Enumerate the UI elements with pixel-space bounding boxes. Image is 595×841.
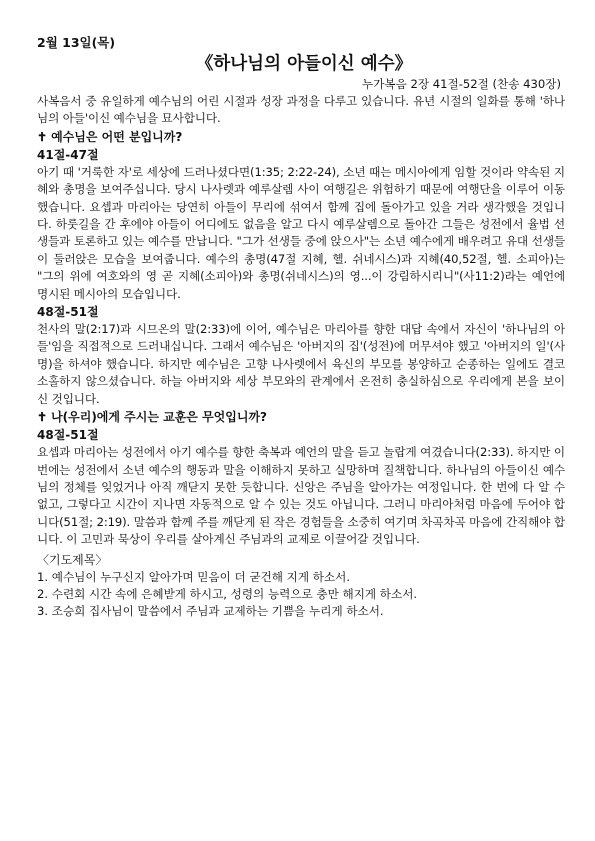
section-heading-1: 41절-47절 [37, 147, 99, 162]
prayer-heading: 〈기도제목〉 [37, 552, 108, 567]
question-text-1: 예수님은 어떤 분입니까? [51, 129, 183, 144]
section-body-1: 아기 때 '거룩한 자'로 세상에 드러나셨다면(1:35; 2:22-24), 소년 때는 메시아에게 임할 것이라 약속된 지혜와 총명을 보여주십니다. 당시 나사렛과 예루살렘 사이 여행길은 위험하기 때문에 여행단을 이루어 이동했습니다. 요셉과 마리아는 당연히 아들이 무리에 섞여서 함께 집에 돌아가고 있을 거라 생각했을 것입니다. 하룻길을 간 후에야 아들이 어디에도 없음을 알고 다시 예루살렘으로 돌아간 그들은 성전에서 율법 선생들과 토론하고 있는 예수를 만납니다. "그가 선생들 중에 앉으사"는 소년 예수에게 배우려고 유대 선생들이 둘러앉은 모습을 보여줍니다. 예수의 총명(47절 지혜, 헬. 쉬네시스)과 지혜(40,52절, 헬. 소피아)는 "그의 위에 여호와의 영 곧 지혜(소피아)와 총명(쉬네시스)의 영...이 강림하시리니"(사11:2)라는 예언에 명시된 메시아의 모습입니다. [37, 164, 565, 301]
prayer-item: 3. 조승희 집사님이 말씀에서 주님과 교제하는 기쁨을 누리게 하소서. [37, 604, 384, 619]
section-heading-3: 48절-51절 [37, 428, 99, 443]
cross-icon: ✝ [37, 410, 48, 425]
prayer-item: 2. 수련회 시간 속에 은혜받게 하시고, 성령의 능력으로 충만 해지게 하소서. [37, 586, 418, 601]
page-title: 《하나님의 아들이신 예수》 [195, 54, 413, 74]
section-body-2: 천사의 말(2:17)과 시므온의 말(2:33)에 이어, 예수님은 마리아를 향한 대답 속에서 자신이 '하나님의 아들'임을 직접적으로 드러내십니다. 그래서 예수님은 '아버지의 집'(성전)에 머무셔야 했고 '아버지의 일'(사명)을 하셔야 했습니다. 하지만 예수님은 고향 나사렛에서 육신의 부모를 봉양하고 순종하는 일에도 결코 소홀하지 않으셨습니다. 하늘 아버지와 세상 부모와의 관계에서 온전히 충실하심으로 우리에게 본을 보이신 것입니다. [37, 322, 565, 406]
date-label: 2월 13일(목) [37, 35, 116, 50]
question-heading-1 [37, 128, 565, 146]
question-text-2: 나(우리)에게 주시는 교훈은 무엇입니까? [51, 410, 267, 425]
intro-paragraph: 사복음서 중 유일하게 예수님의 어린 시절과 성장 과정을 다루고 있습니다. 유년 시절의 일화를 통해 '하나님의 아들'이신 예수님을 묘사합니다. [37, 94, 565, 126]
question-heading-2 [37, 408, 565, 426]
section-body-3: 요셉과 마리아는 성전에서 아기 예수를 향한 축복과 예언의 말을 듣고 놀랍게 여겼습니다(2:33). 하지만 이번에는 성전에서 소년 예수의 행동과 말을 이해하지 못하고 실망하며 질책합니다. 하나님의 아들이신 예수님의 정체를 잊었거나 아직 깨닫지 못한 듯합니다. 신앙은 주님을 알아가는 여정입니다. 한 번에 다 알 수 없고, 그렇다고 시간이 지나면 자동적으로 알 수 있는 것도 아닙니다. 그러니 마리아처럼 마음에 두어야 합니다(51절; 2:19). 말씀과 함께 주를 깨닫게 된 작은 경험들을 소중히 여기며 차곡차곡 마음에 간직해야 합니다. 이 고민과 묵상이 우리를 살아계신 주님과의 교제로 이끌어갈 것입니다. [37, 445, 565, 547]
scripture-reference: 누가복음 2장 41절-52절 (찬송 430장) [362, 77, 561, 91]
section-heading-2: 48절-51절 [37, 305, 99, 320]
prayer-item: 1. 예수님이 누구신지 알아가며 믿음이 더 굳건해 지게 하소서. [37, 569, 351, 584]
cross-icon: ✝ [37, 129, 48, 144]
